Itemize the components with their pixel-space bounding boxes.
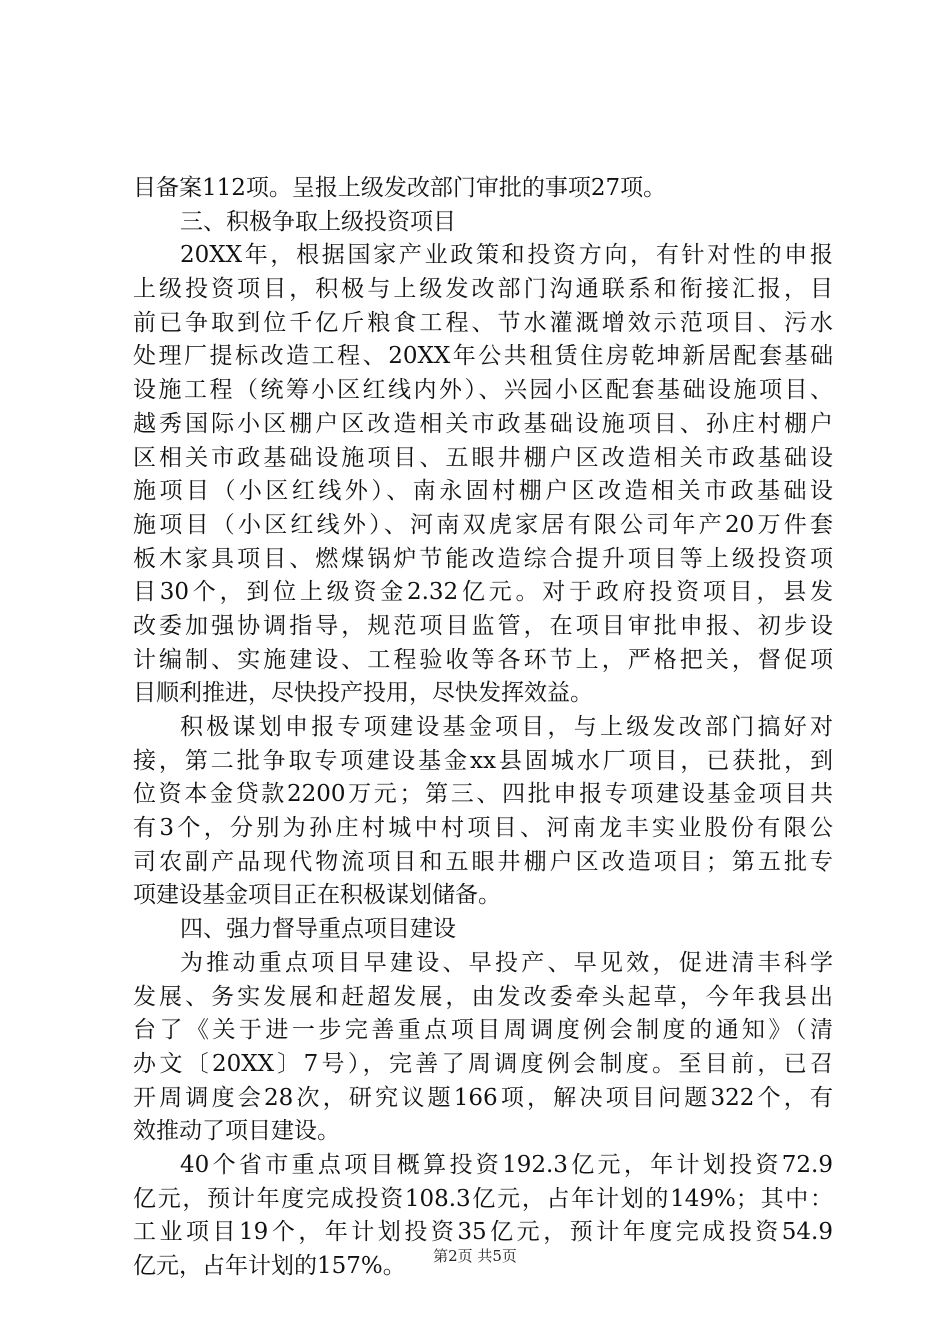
page-footer: 第2页 共5页: [433, 1247, 517, 1265]
text-line: 亿元，占年计划的157%。: [133, 1253, 406, 1279]
text-line: 改委加强协调指导，规范项目监管，在项目审批申报、初步设: [133, 612, 833, 639]
text-line: 处理厂提标改造工程、20XX年公共租赁住房乾坤新居配套基础: [133, 343, 833, 370]
text-line: 接，第二批争取专项建设基金xx县固城水厂项目，已获批，到: [133, 747, 833, 774]
text-line: 板木家具项目、燃煤锅炉节能改造综合提升项目等上级投资项: [133, 545, 833, 572]
text-line: 位资本金贷款2200万元；第三、四批申报专项建设基金项目共: [133, 781, 833, 808]
text-line: 40个省市重点项目概算投资192.3亿元，年计划投资72.9: [180, 1151, 833, 1178]
text-line: 20XX年，根据国家产业政策和投资方向，有针对性的申报: [180, 242, 833, 269]
text-line: 亿元，预计年度完成投资108.3亿元，占年计划的149%；其中：: [133, 1185, 833, 1212]
text-line: 工业项目19个，年计划投资35亿元，预计年度完成投资54.9: [133, 1219, 833, 1246]
text-line: 台了《关于进一步完善重点项目周调度例会制度的通知》（清: [133, 1017, 833, 1044]
text-line: 有3个，分别为孙庄村城中村项目、河南龙丰实业股份有限公: [133, 815, 833, 842]
text-line: 施项目（小区红线外）、河南双虎家居有限公司年产20万件套: [133, 511, 833, 538]
text-line: 积极谋划申报专项建设基金项目，与上级发改部门搞好对: [180, 714, 833, 740]
text-line: 目30个，到位上级资金2.32亿元。对于政府投资项目，县发: [133, 579, 833, 606]
text-line: 越秀国际小区棚户区改造相关市政基础设施项目、孙庄村棚户: [133, 410, 833, 437]
text-line: 办文〔20XX〕7号），完善了周调度例会制度。至目前，已召: [133, 1050, 833, 1077]
text-line: 开周调度会28次，研究议题166项，解决项目问题322个，有: [133, 1084, 833, 1111]
text-line: 计编制、实施建设、工程验收等各环节上，严格把关，督促项: [133, 646, 833, 673]
text-line: 项建设基金项目正在积极谋划储备。: [133, 882, 501, 909]
text-line: 施项目（小区红线外）、南永固村棚户区改造相关市政基础设: [133, 478, 833, 505]
text-line: 设施工程（统筹小区红线内外）、兴园小区配套基础设施项目、: [133, 377, 833, 404]
text-line: 发展、务实发展和赶超发展，由发改委牵头起草，今年我县出: [133, 983, 833, 1010]
text-line: 前已争取到位千亿斤粮食工程、节水灌溉增效示范项目、污水: [133, 309, 833, 336]
text-line: 司农副产品现代物流项目和五眼井棚户区改造项目；第五批专: [133, 848, 833, 875]
document-body: [133, 172, 833, 1284]
section-heading: 四、强力督导重点项目建设: [180, 916, 456, 943]
text-line: 效推动了项目建设。: [133, 1118, 340, 1145]
text-line: 目备案112项。呈报上级发改部门审批的事项27项。: [133, 175, 667, 201]
text-line: 区相关市政基础设施项目、五眼井棚户区改造相关市政基础设: [133, 444, 833, 471]
text-line: 为推动重点项目早建设、早投产、早见效，促进清丰科学: [180, 949, 833, 976]
section-heading: 三、积极争取上级投资项目: [180, 208, 456, 235]
text-line: 上级投资项目，积极与上级发改部门沟通联系和衔接汇报，目: [133, 276, 833, 303]
text-line: 目顺利推进，尽快投产投用，尽快发挥效益。: [133, 680, 593, 707]
